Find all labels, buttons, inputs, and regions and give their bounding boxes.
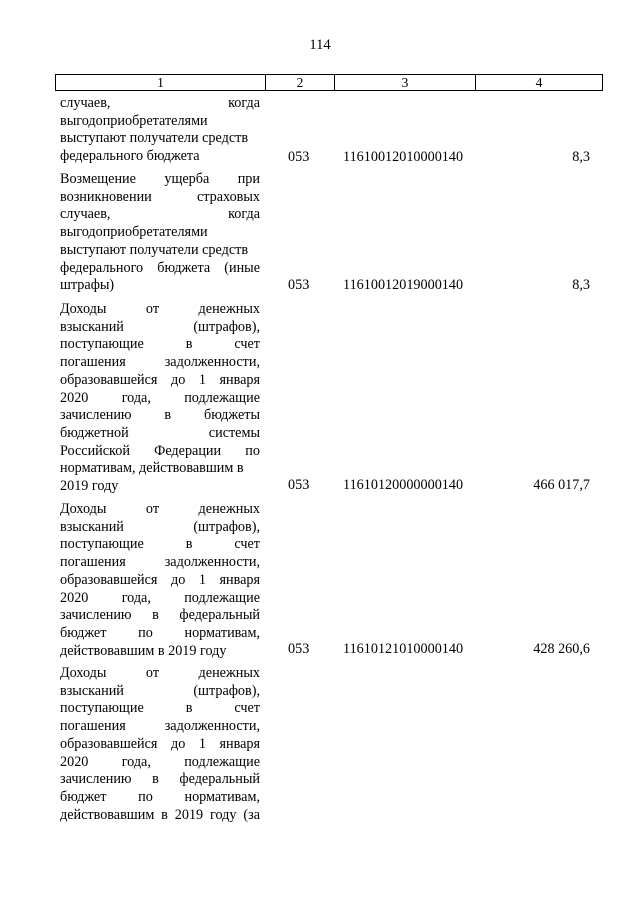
desc-line: образовавшейся до 1 января <box>60 571 260 588</box>
desc-line: взысканий (штрафов), <box>60 518 260 535</box>
desc-line: погашения задолженности, <box>60 554 260 571</box>
row-kbk: 11610121010000140 <box>343 641 464 657</box>
row-kbk: 11610012010000140 <box>343 149 464 165</box>
desc-line: 2020 года, подлежащие <box>60 753 260 770</box>
page-number: 114 <box>309 37 331 53</box>
row-code: 053 <box>288 641 310 657</box>
desc-line: образовавшейся до 1 января <box>60 371 260 388</box>
row-description <box>60 501 260 660</box>
desc-line: поступающие в счет <box>60 536 260 553</box>
desc-line: нормативам, действовавшим в <box>60 460 244 477</box>
desc-line: действовавшим в 2019 году (за <box>60 806 260 823</box>
desc-line: выгодоприобретателями <box>60 224 208 241</box>
desc-line: федерального бюджета (иные <box>60 259 260 276</box>
row-description <box>60 95 260 166</box>
desc-line: зачислению в федеральный <box>60 771 260 788</box>
desc-line: выступают получатели средств <box>60 130 249 147</box>
desc-line: погашения задолженности, <box>60 354 260 371</box>
desc-line: действовавшим в 2019 году <box>60 642 227 659</box>
desc-line: федерального бюджета <box>60 148 200 165</box>
row-code: 053 <box>288 149 310 165</box>
desc-line: Доходы от денежных <box>60 301 260 317</box>
desc-line: 2020 года, подлежащие <box>60 389 260 406</box>
desc-line: 2020 года, подлежащие <box>60 589 260 606</box>
header-col-1: 1 <box>56 75 266 90</box>
table-header <box>55 74 603 91</box>
row-code: 053 <box>288 477 310 493</box>
desc-line: поступающие в счет <box>60 700 260 717</box>
desc-line: Возмещение ущерба при <box>60 171 260 187</box>
desc-line: случаев, когда <box>60 95 260 111</box>
row-description <box>60 171 260 295</box>
row-code: 053 <box>288 277 310 293</box>
desc-line: взысканий (штрафов), <box>60 682 260 699</box>
desc-line: Доходы от денежных <box>60 665 260 681</box>
desc-line: погашения задолженности, <box>60 718 260 735</box>
desc-line: зачислению в федеральный <box>60 607 260 624</box>
desc-line: бюджет по нормативам, <box>60 788 260 805</box>
desc-line: Доходы от денежных <box>60 501 260 517</box>
desc-line: выступают получатели средств <box>60 241 249 258</box>
row-description <box>60 301 260 496</box>
row-kbk: 11610120000000140 <box>343 477 464 493</box>
desc-line: выгодоприобретателями <box>60 112 208 129</box>
row-amount: 466 017,7 <box>533 477 590 493</box>
desc-line: бюджетной системы <box>60 424 260 441</box>
row-amount: 428 260,6 <box>533 641 590 657</box>
desc-line: возникновении страховых <box>60 188 260 205</box>
desc-line: образовавшейся до 1 января <box>60 735 260 752</box>
desc-line: случаев, когда <box>60 206 260 223</box>
desc-line: зачислению в бюджеты <box>60 407 260 424</box>
desc-line: взысканий (штрафов), <box>60 318 260 335</box>
desc-line: штрафы) <box>60 277 115 294</box>
desc-line: Российской Федерации по <box>60 442 260 459</box>
row-amount: 8,3 <box>572 149 590 165</box>
row-kbk: 11610012019000140 <box>343 277 464 293</box>
row-amount: 8,3 <box>572 277 590 293</box>
desc-line: 2019 году <box>60 478 119 495</box>
row-description <box>60 665 260 824</box>
header-col-2: 2 <box>266 75 335 90</box>
header-col-4: 4 <box>535 75 543 90</box>
header-col-3: 3 <box>335 75 476 90</box>
desc-line: поступающие в счет <box>60 336 260 353</box>
desc-line: бюджет по нормативам, <box>60 624 260 641</box>
